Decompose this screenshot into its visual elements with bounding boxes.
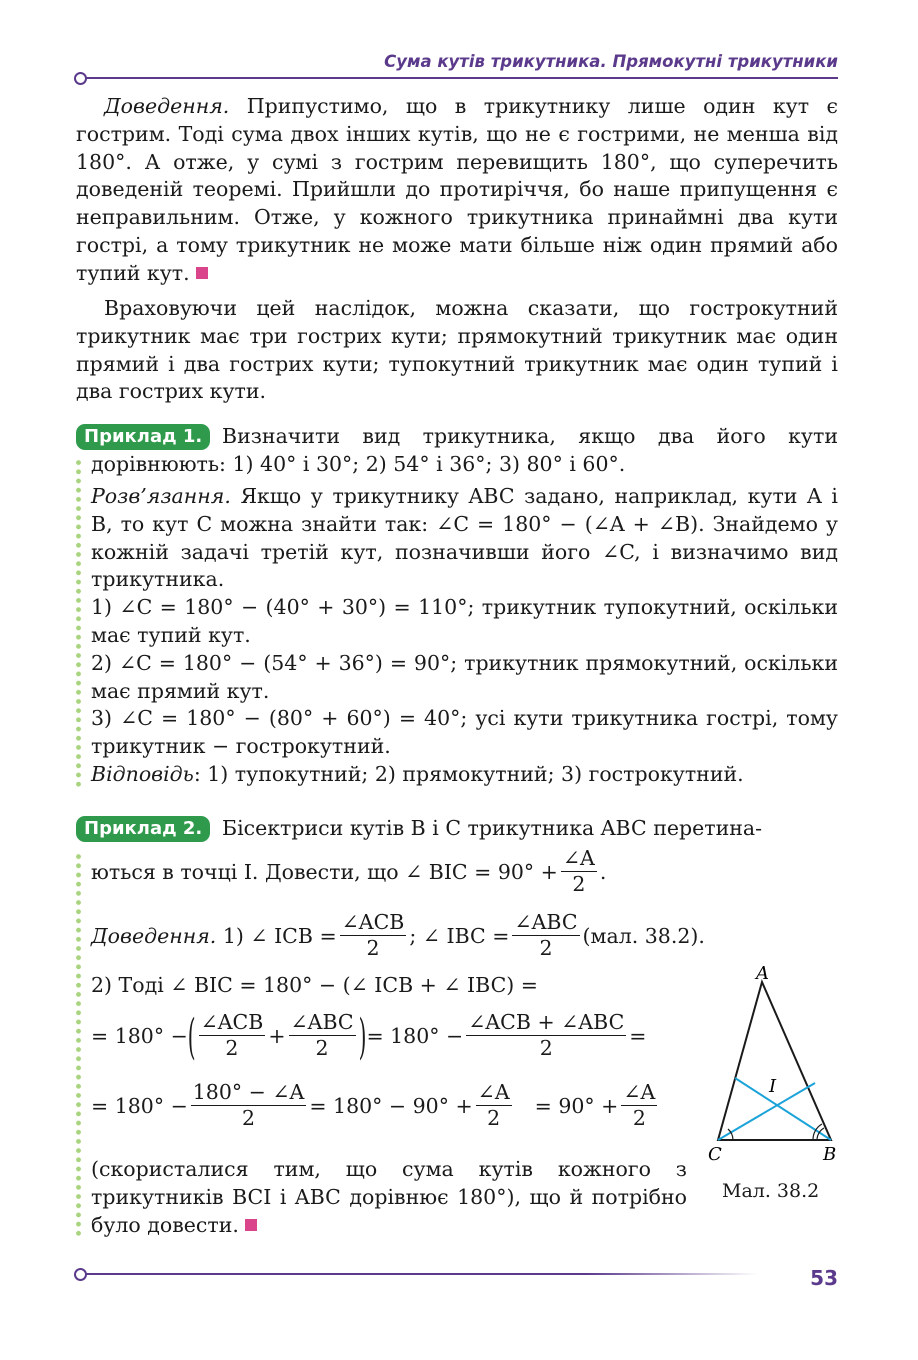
ex2-conclusion: (скористалися тим, що сума кутів кожного з трикутників BCI і ABC дорівнює 180°), що й потрібно було довести. [91,1157,687,1237]
bottom-rule-dot [74,1268,87,1281]
example2-badge: Приклад 2. [76,816,210,842]
answer-text: : 1) тупокутний; 2) прямокутний; 3) гострокутний. [193,761,744,786]
label-c: C [708,1144,722,1165]
step-1: 1) ∠C = 180° − (40° + 30°) = 110°; трикутник тупокутний, оскільки має тупий кут. [91,595,838,647]
running-header: Сума кутів трикутника. Прямокутні трикутники [384,52,838,71]
close-paren: ) [358,1006,367,1065]
triangle-figure [700,962,850,1172]
frac-acb: $\frac{\text{∠ACB}}{2}$ [341,910,405,960]
consequence-paragraph [76,295,838,406]
ex2-proof-line3: = 180° − ( $\frac{\text{∠ACB}}{2}$ + $\frac{\text{∠ABC}}{2}$ ) = 180° − $\frac{\text{∠ACB + ∠ABC}}{2}$ = [91,1006,647,1065]
ex2-task-line1: Бісектриси кутів B і C трикутника ABC перетина- [222,816,763,840]
consequence-text: Враховуючи цей наслідок, можна сказати, що гострокутний трикутник має три гострих кути; прямокутний трикутник має один прямий і два гострих кути; тупокутний трикутник має один тупий і два гострих кути. [76,296,838,404]
example1-task: Визначити вид трикутника, якщо два його кути дорівнюють: 1) 40° і 30°; 2) 54° і 36°; 3) 80° і 60°. [91,424,838,476]
label-b: B [823,1144,837,1165]
open-paren: ( [187,1006,196,1065]
figure-ref: (мал. 38.2). [582,923,705,948]
ex2-task-text: ються в точці I. Довести, що ∠ BIC = 90° + [91,859,558,884]
step-3: 3) ∠C = 180° − (80° + 60°) = 40°; усі кути трикутника гострі, тому трикутник − гострокутний. [91,706,838,759]
example2-dot-rule [76,852,81,1238]
proof-text: Припустимо, що в трикутнику лише один кут є гострим. Тоді сума двох інших кутів, що не є гострими, не менша від 180°. А отже, у сумі з гострим перевищить 180°, що суперечить доведеній теоремі. Прийшли до протиріччя, бо наше припущення є неправильним. Отже, у кожного трикутника принаймні два кути гострі, а тому трикутник не може мати більше ніж один прямий або тупий кут. [76,94,838,285]
frac-a-over-2: $\frac{\angle A}{2}$ [562,846,595,896]
frac-abc: $\frac{\text{∠ABC}}{2}$ [514,910,578,960]
bottom-rule [76,1273,758,1275]
qed-mark [196,267,208,279]
ex2-proof-line1: Доведення. 1) ∠ ICB = $\frac{\text{∠ACB}}{2}$ ; ∠ IBC = $\frac{\text{∠ABC}}{2}$ (мал. 38.2). [91,910,705,960]
proof-paragraph [76,93,838,288]
solution-lead: Розв’язання. [91,484,231,508]
solution-text: Якщо у трикутнику ABC задано, наприклад, кути A і B, то кут C можна знайти так: ∠C = 180° − (∠A + ∠B). Знайдемо у кожній задачі третій кут, позначивши його ∠C, і визначимо вид трикутника. [91,484,838,592]
label-i: I [769,1076,777,1097]
example1-badge: Приклад 1. [76,424,210,450]
figure-caption: Мал. 38.2 [722,1180,820,1202]
top-rule-dot [74,72,87,85]
example1-solution [91,483,838,789]
answer-lead: Відповідь [91,761,194,786]
ex2-task-line2 [91,846,606,897]
ex2-proof-line4: = 180° − $\frac{180^\circ - \angle A}{2}$ = 180° − 90° + $\frac{\angle A}{2}$ = 90° + $\frac{\angle A}{2}$ [91,1080,656,1130]
ex2-proof-lead: Доведення. [91,923,217,948]
triangle-abc [718,982,831,1140]
frac-sum: $\frac{\text{∠ACB + ∠ABC}}{2}$ [468,1010,625,1060]
frac-180-minus-a: $\frac{180^\circ - \angle A}{2}$ [192,1080,305,1130]
proof-lead: Доведення. [104,94,230,118]
example1-dot-rule [76,458,81,790]
top-rule [76,77,838,79]
example1-body [91,423,838,479]
qed-mark-2 [245,1219,257,1231]
bisector-c [718,1083,815,1140]
ex2-proof-line2: 2) Тоді ∠ BIC = 180° − (∠ ICB + ∠ IBC) = [91,973,538,997]
page-number: 53 [810,1266,838,1290]
step-2: 2) ∠C = 180° − (54° + 36°) = 90°; трикутник прямокутний, оскільки має прямий кут. [91,650,838,703]
period: . [599,859,607,884]
label-a: A [756,963,769,984]
